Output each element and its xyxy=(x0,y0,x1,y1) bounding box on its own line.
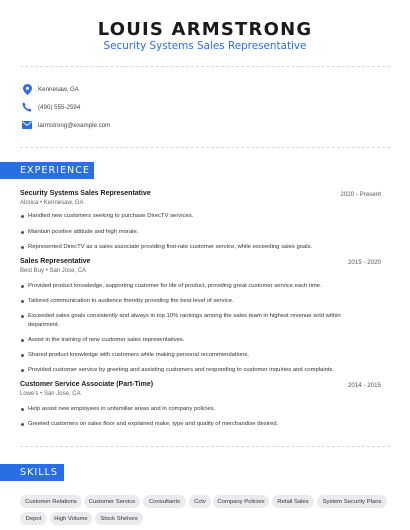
contact-email[interactable] xyxy=(20,118,110,132)
job-location: San Jose, CA xyxy=(43,391,81,397)
skill-chip: Customer Relations xyxy=(20,495,82,508)
resume-name: LOUIS ARMSTRONG xyxy=(97,19,313,40)
contact-location xyxy=(20,82,79,96)
skill-chip: High Volume xyxy=(50,512,92,525)
contact-phone xyxy=(20,100,80,114)
job-bullet: Tailored communication to audience thereby providing the best level of service. xyxy=(20,297,350,306)
skill-chip: Retail Sales xyxy=(272,495,314,508)
job-dates: 2015 - 2020 xyxy=(347,259,381,266)
job-bullet: Assist in the training of new customer sales representatives. xyxy=(20,336,350,345)
skill-chip: System Security Plans xyxy=(317,495,387,508)
job-dates: 2014 - 2015 xyxy=(347,382,381,389)
resume-role: Security Systems Sales Representative xyxy=(103,40,307,52)
email-icon xyxy=(20,118,34,132)
job-location: San Jose, CA xyxy=(49,268,87,274)
skill-chip: Depot xyxy=(20,512,47,525)
job-company-location: Lowe's • San Jose, CA xyxy=(20,391,81,397)
job-company-location: Best Buy • San Jose, CA xyxy=(20,268,87,274)
skill-chip: Consultants xyxy=(143,495,186,508)
divider xyxy=(20,66,390,67)
divider xyxy=(20,147,390,148)
job-company: Best Buy xyxy=(20,268,45,274)
contact-phone-text: (490) 555-2594 xyxy=(38,103,81,111)
job-company: Lowe's xyxy=(20,391,39,397)
job-bullet: Represented DirecTV as a sales associate providing first-rate customer service, while exceeding sales goals. xyxy=(20,243,350,252)
job-company: Alorica xyxy=(20,200,39,206)
job-bullet: Shared product knowledge with customers while making personal recommendations. xyxy=(20,351,350,360)
job-company-location: Alorica • Kennesaw, GA xyxy=(20,200,84,206)
phone-icon xyxy=(20,100,34,114)
section-experience-header: EXPERIENCE xyxy=(0,162,94,179)
job-bullet: Help assist new employees in unfamiliar areas and in company policies. xyxy=(20,405,350,414)
divider xyxy=(20,446,390,447)
skill-chip: Customer Service xyxy=(84,495,140,508)
skill-chip: Company Policies xyxy=(213,495,269,508)
job-bullet: Provided product knowledge, supporting customer for life of product, providing great customer service each time. xyxy=(20,282,350,291)
job-bullet: Maintain positive attitude and high morale. xyxy=(20,228,350,237)
job-bullet: Greeted customers on sales floor and explained make, type and quality of merchandise desired. xyxy=(20,420,350,429)
job-title: Security Systems Sales Representative xyxy=(20,190,151,197)
job-bullet: Handled new customers seeking to purchase DirecTV services. xyxy=(20,212,350,221)
contact-location-text: Kennesaw, GA xyxy=(38,85,79,93)
job-bullet: Provided customer service by greeting and assisting customers and responding to customer inquiries and complaints. xyxy=(20,366,350,375)
job-title: Sales Representative xyxy=(20,258,91,265)
job-location: Kennesaw, GA xyxy=(43,200,84,206)
skill-chip: Cctv xyxy=(189,495,211,508)
section-skills-header: SKILLS xyxy=(0,464,64,481)
job-dates: 2020 - Present xyxy=(340,191,381,198)
skill-chip: Stock Shelves xyxy=(95,512,143,525)
contact-email-text[interactable]: larmstrong@example.com xyxy=(38,121,111,129)
job-title: Customer Service Associate (Part-Time) xyxy=(20,381,154,388)
location-pin-icon xyxy=(20,82,34,96)
job-bullet: Exceeded sales goals consistently and always in top 10% rankings among the sales team in highest revenue sold within department. xyxy=(20,312,350,330)
